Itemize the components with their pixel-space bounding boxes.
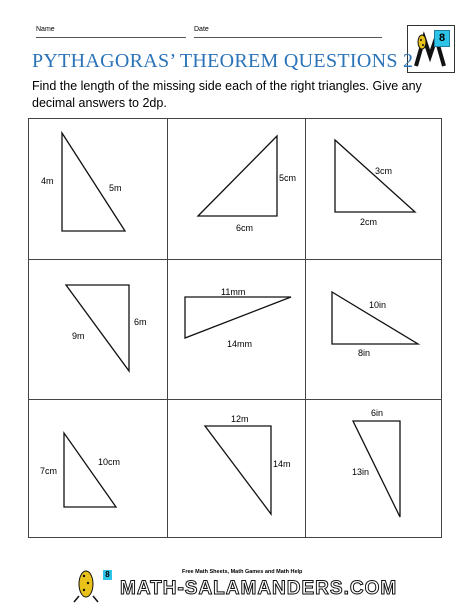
side-label: 8in <box>358 348 371 358</box>
name-label: Name <box>36 26 55 33</box>
math-salamanders-logo <box>407 25 455 73</box>
side-label: 6m <box>134 317 147 327</box>
triangle-grid <box>28 118 442 538</box>
grade-badge: 8 <box>103 570 112 580</box>
triangle-9 <box>305 399 443 539</box>
triangle-cell-9 <box>305 399 443 539</box>
triangle-4 <box>29 259 167 399</box>
side-label: 9m <box>72 331 85 341</box>
side-label: 13in <box>352 467 370 477</box>
triangle-cell-4 <box>29 259 167 399</box>
side-label: 11mm <box>221 287 246 297</box>
triangle-5 <box>167 259 305 399</box>
side-label: 14mm <box>227 339 253 349</box>
footer-brand: MATH-SALAMANDERS.COM <box>120 578 398 599</box>
side-label: 2cm <box>360 217 378 227</box>
triangle-cell-8 <box>167 399 305 539</box>
date-label: Date <box>194 26 209 33</box>
side-label: 10cm <box>98 457 121 467</box>
triangle-cell-2 <box>167 119 305 259</box>
triangle-3 <box>305 119 443 259</box>
triangle-cell-7 <box>29 399 167 539</box>
triangle-cell-3 <box>305 119 443 259</box>
triangle-cell-6 <box>305 259 443 399</box>
triangle-cell-5 <box>167 259 305 399</box>
name-line <box>36 37 186 38</box>
side-label: 12m <box>231 414 249 424</box>
footer-logo <box>70 566 410 604</box>
footer-tagline: Free Math Sheets, Math Games and Math Help <box>182 569 303 575</box>
triangle-2 <box>167 119 305 259</box>
side-label: 5m <box>109 183 122 193</box>
triangle-cell-1 <box>29 119 167 259</box>
side-label: 6cm <box>236 223 254 233</box>
triangle-6 <box>305 259 443 399</box>
side-label: 10in <box>369 300 387 310</box>
instructions: Find the length of the missing side each of the right triangles. Give any decimal answers to 2dp. <box>32 79 422 110</box>
page-title: PYTHAGORAS’ THEOREM QUESTIONS 2 <box>32 50 414 72</box>
salamander-icon <box>70 566 104 604</box>
grade-badge: 8 <box>434 30 450 47</box>
date-line <box>194 37 382 38</box>
side-label: 4m <box>41 176 54 186</box>
side-label: 7cm <box>40 466 58 476</box>
triangle-1 <box>29 119 167 259</box>
side-label: 6in <box>371 408 384 418</box>
side-label: 14m <box>273 459 291 469</box>
side-label: 5cm <box>279 173 297 183</box>
side-label: 3cm <box>375 166 393 176</box>
